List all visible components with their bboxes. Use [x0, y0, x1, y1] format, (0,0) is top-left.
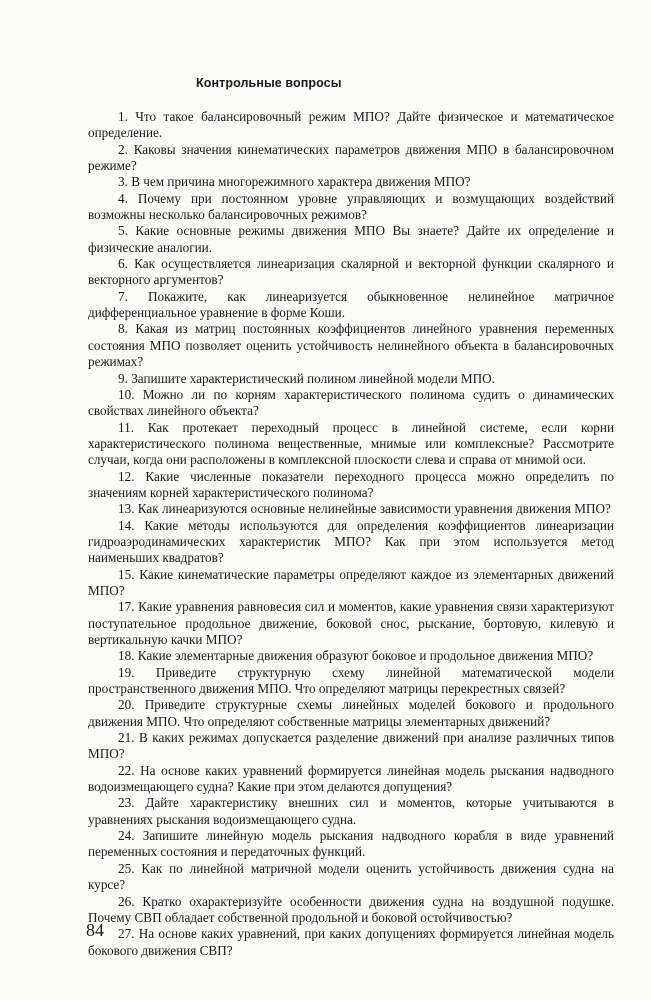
question-item: 1. Что такое балансировочный режим МПО? Дайте физическое и математическое определение. — [88, 109, 614, 141]
question-item: 23. Дайте характеристику внешних сил и моментов, которые учитываются в уравнениях рыскания водоизмещающего судна. — [88, 795, 614, 827]
question-item: 22. На основе каких уравнений формируется линейная модель рыскания надводного водоизмещающего судна? Какие при этом делаются допущения? — [88, 762, 614, 795]
question-item: 17. Какие уравнения равновесия сил и моментов, какие уравнения связи характеризуют поступательное продольное движение, боковой снос, рыскание, бортовую, килевую и вертикальную качки МПО? — [88, 599, 614, 647]
question-item: 4. Почему при постоянном уровне управляющих и возмущающих воздействий возможны несколько балансировочных режимов? — [88, 190, 614, 223]
question-item: 2. Каковы значения кинематических параметров движения МПО в балансировочном режиме? — [88, 141, 614, 174]
question-item: 14. Какие методы используются для определения коэффициентов линеаризации гидроаэродинамических характеристик МПО? Как при этом используется метод наименьших квадратов? — [88, 517, 614, 566]
question-item: 13. Как линеаризуются основные нелинейные зависимости уравнения движения МПО? — [118, 501, 611, 517]
question-item: 19. Приведите структурную схему линейной математической модели пространственного движения МПО. Что определяют матрицы перекрестных связей? — [88, 664, 614, 697]
question-item: 11. Как протекает переходный процесс в линейной системе, если корни характеристического полинома вещественные, мнимые или комплексные? Рассмотрите случаи, когда они расположены в комплексной плоскости слева и справа от мнимой оси. — [88, 419, 614, 468]
question-item: 5. Какие основные режимы движения МПО Вы знаете? Дайте их определение и физические аналогии. — [88, 223, 614, 255]
question-item: 27. На основе каких уравнений, при каких допущениях формируется линейная модель бокового движения СВП? — [88, 926, 614, 958]
question-item: 26. Кратко охарактеризуйте особенности движения судна на воздушной подушке. Почему СВП обладает собственной продольной и боковой остойчивостью? — [88, 893, 614, 925]
question-item: 18. Какие элементарные движения образуют боковое и продольное движения МПО? — [118, 648, 594, 664]
section-heading: Контрольные вопросы — [196, 76, 342, 90]
question-item: 8. Какая из матриц постоянных коэффициентов линейного уравнения переменных состояния МПО позволяет оценить устойчивость нелинейного объекта в балансировочных режимах? — [88, 321, 614, 370]
question-item: 12. Какие численные показатели переходного процесса можно определить по значениям корней характеристического полинома? — [88, 468, 614, 500]
question-item: 10. Можно ли по корням характеристического полинома судить о динамических свойствах линейного объекта? — [88, 386, 614, 419]
question-item: 7. Покажите, как линеаризуется обыкновенное нелинейное матричное дифференциальное уравнение в форме Коши. — [88, 288, 614, 321]
question-item: 15. Какие кинематические параметры определяют каждое из элементарных движений МПО? — [88, 566, 614, 598]
questions-list — [88, 109, 614, 959]
question-item: 24. Запишите линейную модель рыскания надводного корабля в виде уравнений переменных состояния и передаточных функций. — [88, 828, 614, 860]
question-item: 9. Запишите характеристический полином линейной модели МПО. — [118, 370, 495, 386]
question-item: 3. В чем причина многорежимного характера движения МПО? — [118, 174, 471, 190]
question-item: 20. Приведите структурные схемы линейных моделей бокового и продольного движения МПО. Что определяют собственные матрицы элементарных движений? — [88, 697, 614, 729]
question-item: 6. Как осуществляется линеаризация скалярной и векторной функции скалярного и векторного аргументов? — [88, 256, 614, 288]
question-item: 21. В каких режимах допускается разделение движений при анализе различных типов МПО? — [88, 730, 614, 762]
page-number: 84 — [86, 920, 104, 940]
question-item: 25. Как по линейной матричной модели оценить устойчивость движения судна на курсе? — [88, 860, 614, 893]
